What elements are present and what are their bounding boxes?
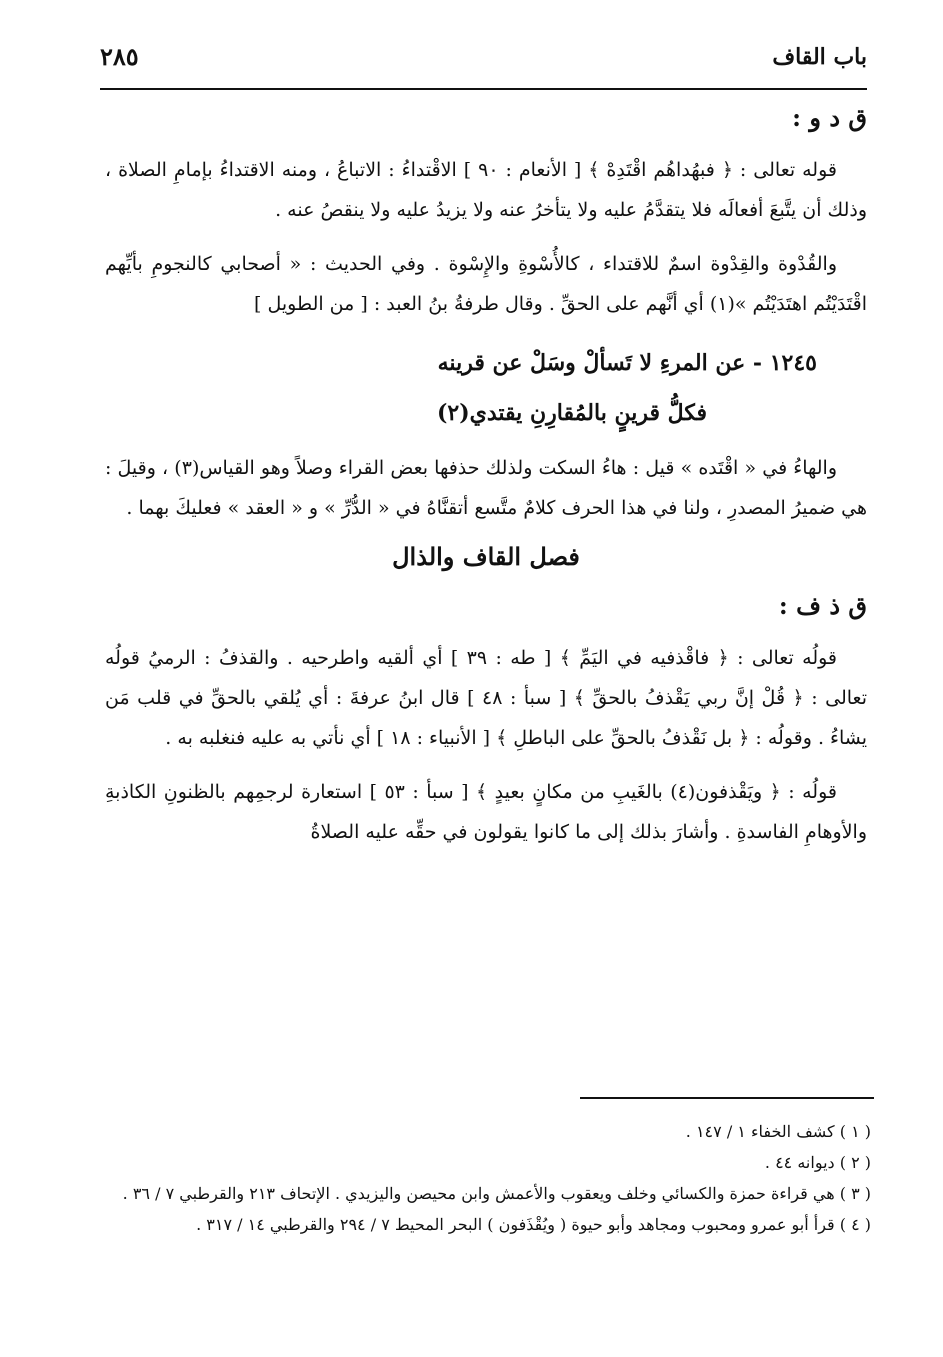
header-divider [100, 88, 867, 90]
footnote-item: ( ١ ) كشف الخفاء ١ / ١٤٧ . [685, 1122, 871, 1141]
page-number: ٢٨٥ [100, 42, 139, 71]
verse-second-hemistich: فكلُّ قرينٍ بالمُقارِنِ يقتدي(٢) [436, 400, 707, 426]
page-header [100, 38, 867, 82]
footnote-item: ( ٤ ) قرأ أبو عمرو ومحبوب ومجاهد وأبو حيوة ( ويُقْذَفون ) البحر المحيط ٧ / ٢٩٤ والقرطبي ١٤ / ٣١٧ . [196, 1215, 871, 1234]
main-text [105, 103, 867, 866]
footnotes [105, 1118, 871, 1242]
paragraph-ha-sakt: والهاءُ في « اقْتَده » قيل : هاءُ السكت ولذلك حذفها بعض القراء وصلاً وهو القياس(٣) ، وقيلَ : هي ضميرُ المصدرِ ، ولنا في هذا الحرف كلامٌ متَّسع أتقنَّاهُ في « الدُّرِّ » و « العقد » فعليكَ بهما . [105, 457, 867, 519]
footnote-item: ( ٢ ) ديوانه ٤٤ . [764, 1153, 871, 1172]
paragraph-iqtida: قوله تعالى : ﴿ فبهُداهُم اقْتَدِهْ ﴾ [ الأنعام : ٩٠ ] الاقْتداءُ : الاتباعُ ، ومنه الاقتداءُ بإمامِ الصلاة ، وذلك أن يتَّبعَ أفعالَه فلا يتقدَّمُ عليه ولا يتأخرُ عنه ولا يزيدُ عليه ولا ينقصُ عنه . [105, 159, 867, 221]
poem-verse [105, 338, 867, 438]
footnote-item: ( ٣ ) هي قراءة حمزة والكسائي وخلف ويعقوب والأعمش وابن محيصن واليزيدي . الإتحاف ٢١٣ والقرطبي ٧ / ٣٦ . [122, 1184, 871, 1203]
chapter-title: باب القاف [772, 44, 867, 70]
footnote-divider [580, 1097, 874, 1099]
verse-first-hemistich: ١٢٤٥ - عن المرءِ لا تَسألْ وسَلْ عن قرينه [437, 350, 817, 376]
root-heading-qdhf: ق ذ ف : [778, 591, 867, 620]
paragraph-yaqdhifun: قولُه : ﴿ ويَقْذفون(٤) بالغَيبِ من مكانٍ بعيدٍ ﴾ [ سبأ : ٥٣ ] استعارة لرجمِهم بالظنونِ الكاذبةِ والأوهامِ الفاسدةِ . وأشارَ بذلك إلى ما كانوا يقولون في حقِّه عليه الصلاةُ [105, 781, 867, 843]
paragraph-qudwa: والقُدْوة والقِدْوة اسمٌ للاقتداء ، كالأُسْوةِ والإِسْوة . وفي الحديث : « أصحابي كالنجومِ بأيِّهم اقْتَدَيْتُم اهتَدَيْتُم »(١) أي أنَّهم على الحقِّ . وقال طرفةُ بنُ العبد : [ من الطويل ] [105, 253, 867, 315]
paragraph-qadhf: قولُه تعالى : ﴿ فاقْذفيه في اليَمِّ ﴾ [ طه : ٣٩ ] أي ألقيه واطرحيه . والقذفُ : الرميُ قولُه تعالى : ﴿ قُلْ إنَّ ربي يَقْذفُ بالحقِّ ﴾ [ سبأ : ٤٨ ] قال ابنُ عرفةَ : أي يُلقي بالحقِّ في قلب مَن يشاءُ . وقولُه : ﴿ بل نَقْذفُ بالحقِّ على الباطلِ ﴾ [ الأنبياء : ١٨ ] أي نأتي به عليه فنغلبه به . [105, 647, 867, 749]
section-heading: فصل القاف والذال [392, 542, 580, 571]
root-heading-qdw: ق د و : [792, 103, 867, 132]
